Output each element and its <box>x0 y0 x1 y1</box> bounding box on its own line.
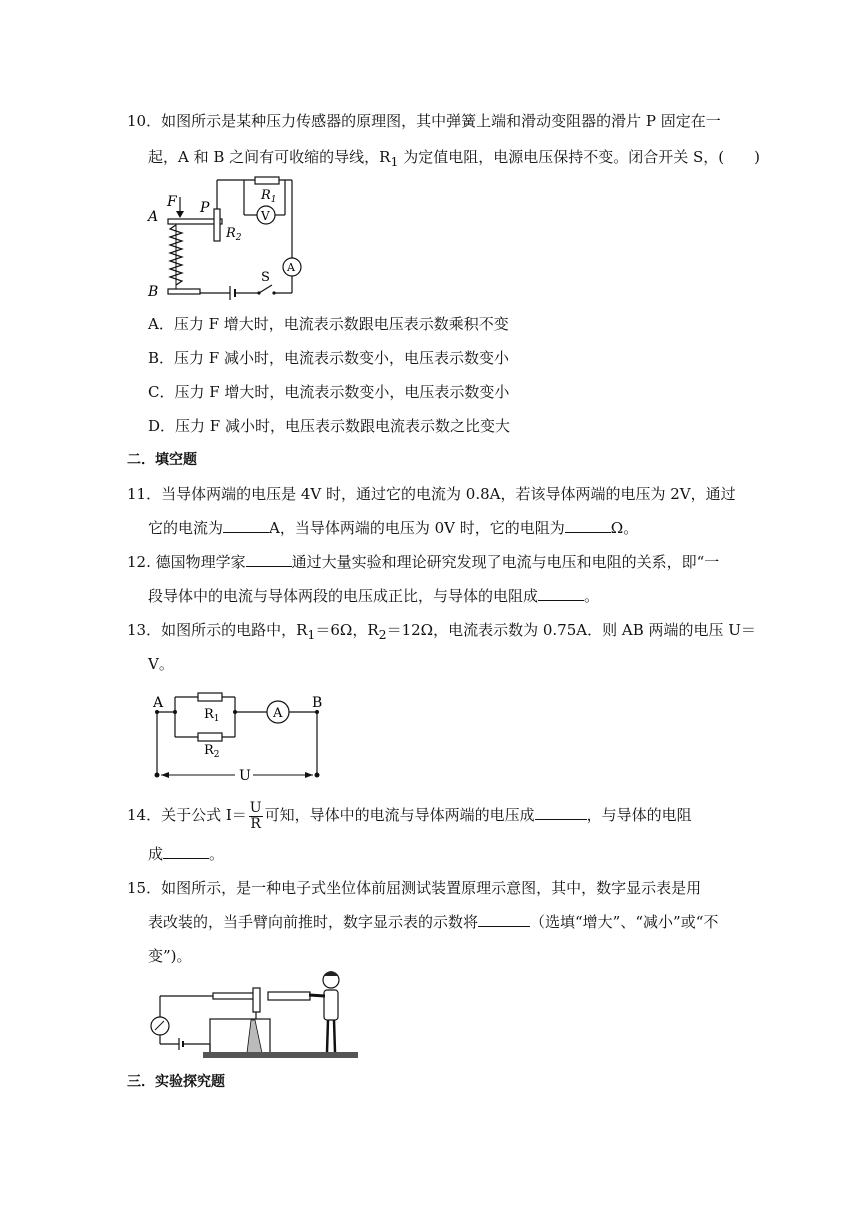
q12-line2: 段导体中的电流与导体两段的电压成正比，与导体的电阻成 。 <box>148 587 600 605</box>
label-a: A <box>148 209 159 225</box>
q11-line2: 它的电流为 A，当导体两端的电压为 0V 时，它的电阻为 Ω。 <box>148 519 639 537</box>
label-r2: $R_2$ <box>204 743 220 760</box>
q10-option-b: B．压力 F 减小时，电流表示数变小，电压表示数变小 <box>148 349 509 367</box>
answer-blank[interactable] <box>565 518 611 533</box>
q12-line1: 12. 德国物理学家 通过大量实验和理论研究发现了电流与电压和电阻的关系，即“一 <box>127 553 720 571</box>
answer-blank[interactable] <box>538 586 584 601</box>
q13-circuit-figure <box>145 692 330 784</box>
formula-fraction: $\frac{U}{R}$ <box>249 799 262 832</box>
answer-blank[interactable] <box>223 518 269 533</box>
answer-blank[interactable] <box>246 552 292 567</box>
label-r1: $R_1$ <box>261 188 277 205</box>
q13-line1: 13．如图所示的电路中，$R_1=6\Omega$，$R_2=12\Omega$，电流表示数为 0.75A．则 AB 两端的电压 U＝ <box>127 621 756 642</box>
q15-device-figure <box>143 968 358 1060</box>
label-s: S <box>261 270 270 285</box>
label-v: V <box>261 209 270 223</box>
label-f: F <box>167 194 177 210</box>
answer-blank[interactable] <box>163 844 209 859</box>
label-r1: $R_1$ <box>204 707 220 724</box>
q10-line1: 10．如图所示是某种压力传感器的原理图，其中弹簧上端和滑动变阻器的滑片 P 固定在一 <box>127 112 721 130</box>
label-a: A <box>153 695 164 711</box>
answer-blank[interactable] <box>478 912 530 927</box>
q15-line1: 15．如图所示，是一种电子式坐位体前屈测试装置原理示意图，其中，数字显示表是用 <box>127 879 702 897</box>
label-b: B <box>148 284 159 300</box>
label-ammeter: A <box>287 261 295 274</box>
section-heading-fill-in: 二．填空题 <box>127 452 197 468</box>
label-u: U <box>239 768 251 784</box>
q10-line2: 起，A 和 B 之间有可收缩的导线，$R_1$ 为定值电阻，电源电压保持不变。闭合开关 S，( ) <box>148 148 760 169</box>
label-ammeter: A <box>273 706 283 721</box>
q10-option-c: C．压力 F 增大时，电流表示数变小，电压表示数变小 <box>148 383 510 401</box>
q14-line2: 成 。 <box>148 845 225 863</box>
answer-blank[interactable] <box>535 805 587 820</box>
q13-line2: V。 <box>148 655 174 673</box>
q10-option-a: A．压力 F 增大时，电流表示数跟电压表示数乘积不变 <box>148 315 509 333</box>
q10-circuit-figure <box>140 175 310 300</box>
q15-line2: 表改装的，当手臂向前推时，数字显示表的示数将 （选填“增大”、“减小”或“不 <box>148 913 719 931</box>
label-b: B <box>312 695 323 711</box>
q15-line3: 变”)。 <box>148 947 192 965</box>
q10-option-d: D．压力 F 减小时，电压表示数跟电流表示数之比变大 <box>148 417 510 435</box>
label-r2: $R_2$ <box>226 226 242 243</box>
label-p: P <box>200 200 210 216</box>
q11-line1: 11．当导体两端的电压是 4V 时，通过它的电流为 0.8A，若该导体两端的电压为 2V，通过 <box>127 485 736 503</box>
q14-line1: 14．关于公式 I＝ $\frac{U}{R}$ 可知，导体中的电流与导体两端的电压成 ，与导体的电阻 <box>127 799 692 832</box>
section-heading-experiment: 三．实验探究题 <box>127 1074 225 1090</box>
